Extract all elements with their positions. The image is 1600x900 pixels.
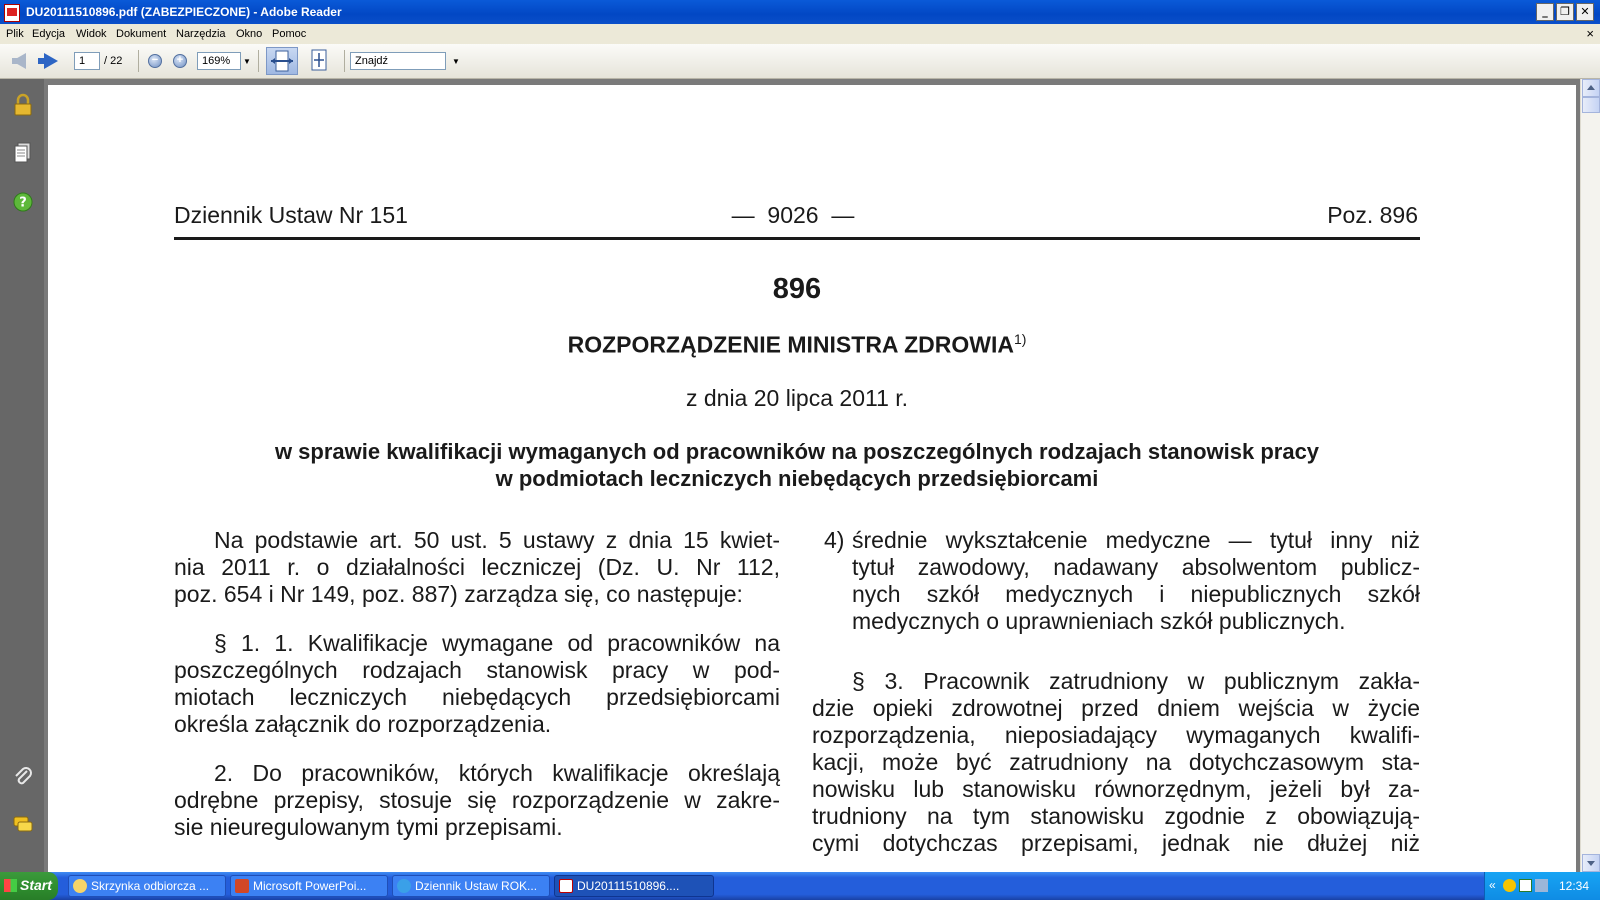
text-line: § 3. Pracownik zatrudniony w publicznym zakła- bbox=[852, 668, 1420, 694]
text-line: rozporządzenia, nieposiadający wymaganych kwalifi- bbox=[812, 722, 1420, 748]
previous-page-icon[interactable] bbox=[12, 53, 26, 69]
zoom-input[interactable]: 169% bbox=[197, 52, 241, 70]
zoom-out-icon[interactable]: − bbox=[148, 54, 162, 68]
list-number: 4) bbox=[824, 527, 845, 553]
text-line: nia 2011 r. o działalności leczniczej (Dz. U. Nr 112, bbox=[174, 554, 780, 580]
menu-widok[interactable]: Widok bbox=[76, 28, 107, 40]
left-column bbox=[174, 527, 780, 841]
scroll-up-icon bbox=[1583, 80, 1599, 96]
text-line: tytuł zawodowy, nadawany absolwentom publicz- bbox=[852, 554, 1420, 580]
menu-pomoc[interactable]: Pomoc bbox=[272, 28, 307, 40]
act-title bbox=[174, 331, 1420, 359]
menu-narzedzia[interactable]: Narzędzia bbox=[176, 28, 226, 40]
start-label: Start bbox=[20, 877, 52, 893]
text-line: Na podstawie art. 50 ust. 5 ustawy z dnia 15 kwiet- bbox=[214, 527, 780, 553]
scroll-down-icon bbox=[1583, 855, 1599, 871]
tray-expand-icon[interactable]: « bbox=[1489, 878, 1496, 892]
text-line: średnie wykształcenie medyczne — tytuł inny niż bbox=[852, 527, 1420, 553]
scroll-down-button[interactable] bbox=[1582, 854, 1600, 872]
toolbar-separator bbox=[344, 50, 345, 72]
text-line: kacji, może być zatrudniony na dotychczasowym sta- bbox=[812, 749, 1420, 775]
pdf-page bbox=[48, 85, 1576, 872]
position-number: 896 bbox=[772, 273, 822, 305]
toolbar bbox=[0, 44, 1600, 79]
section-3-paragraph bbox=[812, 668, 1420, 857]
text-line: poz. 654 i Nr 149, poz. 887) zarządza się, co następuje: bbox=[174, 581, 743, 607]
text-line: trudniony na tym stanowisku zgodnie z obowiązują- bbox=[812, 803, 1420, 829]
task-label: Skrzynka odbiorcza ... bbox=[91, 879, 210, 893]
pdf-icon bbox=[559, 879, 573, 893]
act-subject bbox=[174, 438, 1420, 492]
toolbar-separator bbox=[138, 50, 139, 72]
text-line: § 1. 1. Kwalifikacje wymagane od pracowników na bbox=[214, 630, 780, 656]
fit-width-icon bbox=[267, 48, 297, 74]
list-item-text bbox=[852, 527, 1420, 635]
text-line: 2. Do pracowników, których kwalifikacje określają bbox=[214, 760, 780, 786]
restore-button[interactable]: ❐ bbox=[1556, 3, 1574, 21]
task-adobe-reader[interactable] bbox=[554, 875, 714, 897]
scroll-up-button[interactable] bbox=[1582, 79, 1600, 97]
vertical-scrollbar[interactable] bbox=[1580, 79, 1600, 872]
fit-width-button[interactable] bbox=[266, 47, 298, 75]
window-title: DU20111510896.pdf (ZABEZPIECZONE) - Adobe Reader bbox=[26, 5, 342, 19]
browser-icon bbox=[397, 879, 411, 893]
find-dropdown-icon[interactable]: ▼ bbox=[452, 57, 460, 66]
messenger-icon[interactable] bbox=[1503, 879, 1516, 892]
menu-dokument[interactable]: Dokument bbox=[116, 28, 167, 40]
legal-basis-paragraph bbox=[174, 527, 780, 608]
journal-name: Dziennik Ustaw Nr 151 bbox=[174, 202, 408, 228]
text-line: nowisku lub stanowisku równorzędnym, jeżeli był za- bbox=[812, 776, 1420, 802]
text-line: nych szkół medycznych i niepublicznych szkół bbox=[852, 581, 1420, 607]
lock-icon[interactable] bbox=[12, 93, 34, 117]
document-view[interactable] bbox=[44, 79, 1580, 872]
menu-okno[interactable]: Okno bbox=[236, 28, 263, 40]
page-number-header: — 9026 — bbox=[731, 202, 855, 228]
close-button[interactable]: ✕ bbox=[1576, 3, 1594, 21]
menu-edycja[interactable]: Edycja bbox=[32, 28, 66, 40]
text-line: miotach leczniczych niebędących przedsiębiorcami bbox=[174, 684, 780, 710]
toolbar-separator bbox=[258, 50, 259, 72]
next-page-icon[interactable] bbox=[44, 53, 58, 69]
help-icon[interactable] bbox=[12, 191, 34, 213]
task-label: Dziennik Ustaw ROK... bbox=[415, 879, 538, 893]
text-line: sie nieuregulowanym tymi przepisami. bbox=[174, 814, 563, 840]
task-label: DU20111510896.... bbox=[577, 879, 680, 893]
fit-page-button[interactable] bbox=[304, 47, 336, 75]
antivirus-icon[interactable] bbox=[1519, 879, 1532, 892]
navigation-pane bbox=[0, 79, 44, 872]
text-line: poszczególnych rodzajach stanowisk pracy w pod- bbox=[174, 657, 780, 683]
position-header: Poz. 896 bbox=[1327, 202, 1418, 228]
act-date: z dnia 20 lipca 2011 r. bbox=[685, 385, 909, 411]
list-item-4 bbox=[812, 527, 1420, 635]
task-label: Microsoft PowerPoi... bbox=[253, 879, 367, 893]
zoom-in-icon[interactable]: + bbox=[173, 54, 187, 68]
task-powerpoint[interactable] bbox=[230, 875, 388, 897]
attachment-icon[interactable] bbox=[12, 765, 34, 789]
start-button[interactable] bbox=[0, 872, 58, 900]
right-column bbox=[812, 527, 1420, 857]
pages-icon[interactable] bbox=[12, 141, 34, 165]
fit-page-icon bbox=[304, 47, 334, 73]
text-line: dzie opieki zdrowotnej przed dniem wejścia w życie bbox=[812, 695, 1420, 721]
text-line: medycznych o uprawnieniach szkół publicznych. bbox=[852, 608, 1346, 634]
text-line: określa załącznik do rozporządzenia. bbox=[174, 711, 552, 737]
page-number-input[interactable]: 1 bbox=[74, 52, 100, 70]
menu-bar bbox=[0, 24, 1600, 44]
task-outlook[interactable] bbox=[68, 875, 226, 897]
header-rule bbox=[174, 237, 1420, 240]
network-icon[interactable] bbox=[1535, 879, 1548, 892]
section-1-2-paragraph bbox=[174, 760, 780, 841]
section-1-paragraph bbox=[174, 630, 780, 738]
mail-icon bbox=[73, 879, 87, 893]
clock[interactable]: 12:34 bbox=[1559, 879, 1590, 893]
act-subject-line: w sprawie kwalifikacji wymaganych od pracowników na poszczególnych rodzajach stanowisk pracy bbox=[274, 439, 1320, 464]
act-subject-line: w podmiotach leczniczych niebędących przedsiębiorcami bbox=[495, 466, 1099, 491]
title-bar bbox=[0, 0, 1600, 24]
act-title-text: ROZPORZĄDZENIE MINISTRA ZDROWIA bbox=[567, 331, 1014, 358]
taskbar bbox=[0, 872, 1600, 900]
page-total-label: / 22 bbox=[104, 55, 123, 67]
menu-plik[interactable]: Plik bbox=[6, 28, 24, 40]
pdf-app-icon bbox=[4, 4, 20, 22]
text-line: cymi dotychczas przepisami, jednak nie dłużej niż bbox=[812, 830, 1420, 856]
comments-icon[interactable] bbox=[12, 815, 34, 835]
windows-logo-icon bbox=[4, 879, 17, 892]
powerpoint-icon bbox=[235, 879, 249, 893]
task-internet-explorer[interactable] bbox=[392, 875, 550, 897]
act-footnote: 1) bbox=[1013, 331, 1027, 347]
find-input[interactable]: Znajdź bbox=[350, 52, 446, 70]
scroll-thumb[interactable] bbox=[1582, 97, 1600, 113]
text-line: odrębne przepisy, stosuje się rozporządzenie w zakre- bbox=[174, 787, 780, 813]
system-tray bbox=[1484, 872, 1600, 900]
document-close-icon[interactable]: × bbox=[1586, 26, 1594, 41]
minimize-button[interactable]: _ bbox=[1536, 3, 1554, 21]
zoom-dropdown-icon[interactable]: ▼ bbox=[243, 57, 251, 66]
svg-text:?: ? bbox=[19, 195, 27, 211]
